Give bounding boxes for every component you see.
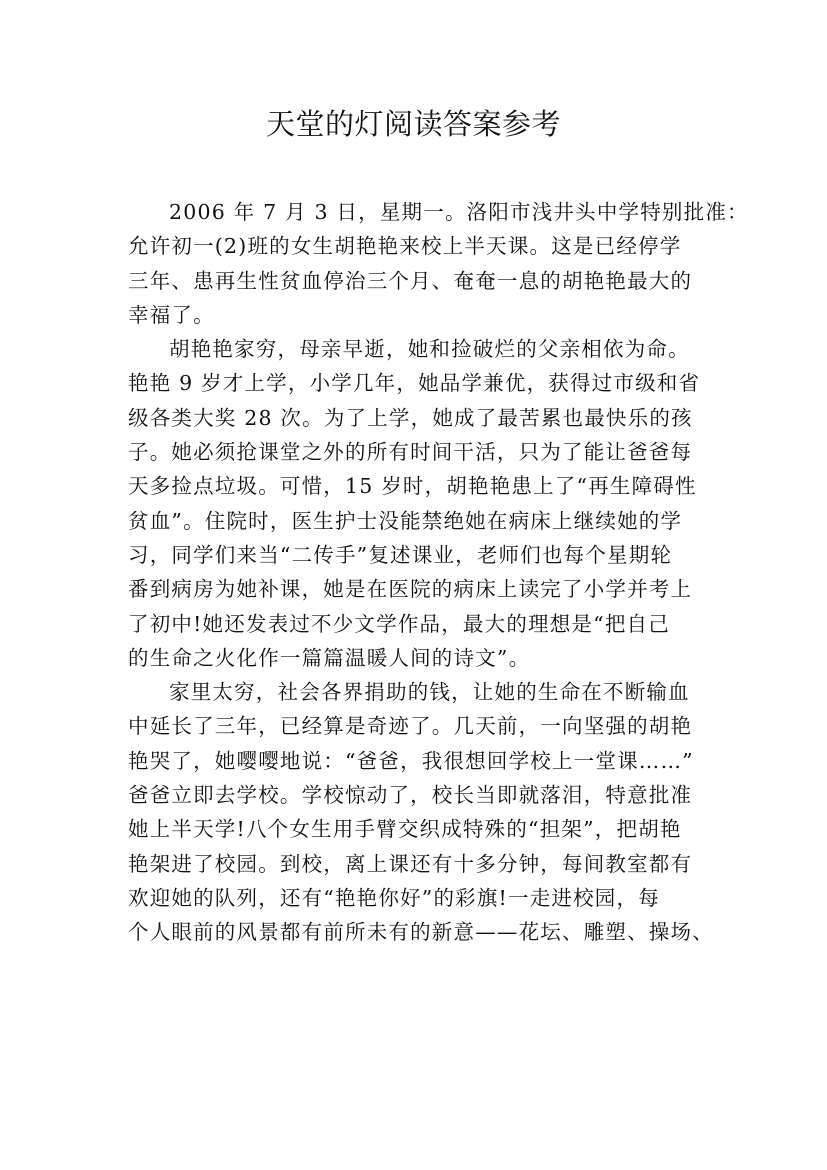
text-line: 艳架进了校园。到校，离上课还有十多分钟，每间教室都有 [128,851,693,876]
text-line: 艳艳 9 岁才上学，小学几年，她品学兼优，获得过市级和省 [128,371,701,396]
text-line: 子。她必须抢课堂之外的所有时间干活，只为了能让爸爸每 [128,440,693,465]
text-line: 天多捡点垃圾。可惜，15 岁时，胡艳艳患上了“再生障碍性 [128,474,697,499]
text-line: 习，同学们来当“二传手”复述课业，老师们也每个星期轮 [128,542,673,567]
text-line: 家里太穷，社会各界捐助的钱，让她的生命在不断输血 [169,680,690,705]
text-line: 番到病房为她补课，她是在医院的病床上读完了小学并考上 [128,577,693,602]
text-line: 中延长了三年，已经算是奇迹了。几天前，一向坚强的胡艳 [128,714,693,739]
document-body [128,195,749,950]
text-line: 三年、患再生性贫血停治三个月、奄奄一息的胡艳艳最大的 [128,268,693,293]
text-line: 她上半天学!八个女生用手臂交织成特殊的“担架”，把胡艳 [128,817,682,842]
text-line: 爸爸立即去学校。学校惊动了，校长当即就落泪，特意批准 [128,783,693,808]
text-line: 贫血”。住院时，医生护士没能禁绝她在病床上继续她的学 [128,508,683,533]
text-line: 艳哭了，她嘤嘤地说：“爸爸，我很想回学校上一堂课……” [128,748,694,773]
text-line: 个人眼前的风景都有前所未有的新意——花坛、雕塑、操场、 [128,920,714,945]
document-title: 天堂的灯阅读答案参考 [265,107,561,141]
text-line: 的生命之火化作一篇篇温暖人间的诗文”。 [128,645,531,670]
text-line: 幸福了。 [128,302,215,327]
text-line: 允许初一(2)班的女生胡艳艳来校上半天课。这是已经停学 [128,234,682,259]
text-line: 了初中!她还发表过不少文学作品，最大的理想是“把自己 [128,611,670,636]
text-line: 2006 年 7 月 3 日，星期一。洛阳市浅井头中学特别批准： [169,200,749,224]
text-line: 欢迎她的队列，还有“艳艳你好”的彩旗!一走进校园，每 [128,885,660,910]
text-line: 胡艳艳家穷，母亲早逝，她和捡破烂的父亲相依为命。 [169,337,690,362]
text-line: 级各类大奖 28 次。为了上学，她成了最苦累也最快乐的孩 [128,405,693,430]
